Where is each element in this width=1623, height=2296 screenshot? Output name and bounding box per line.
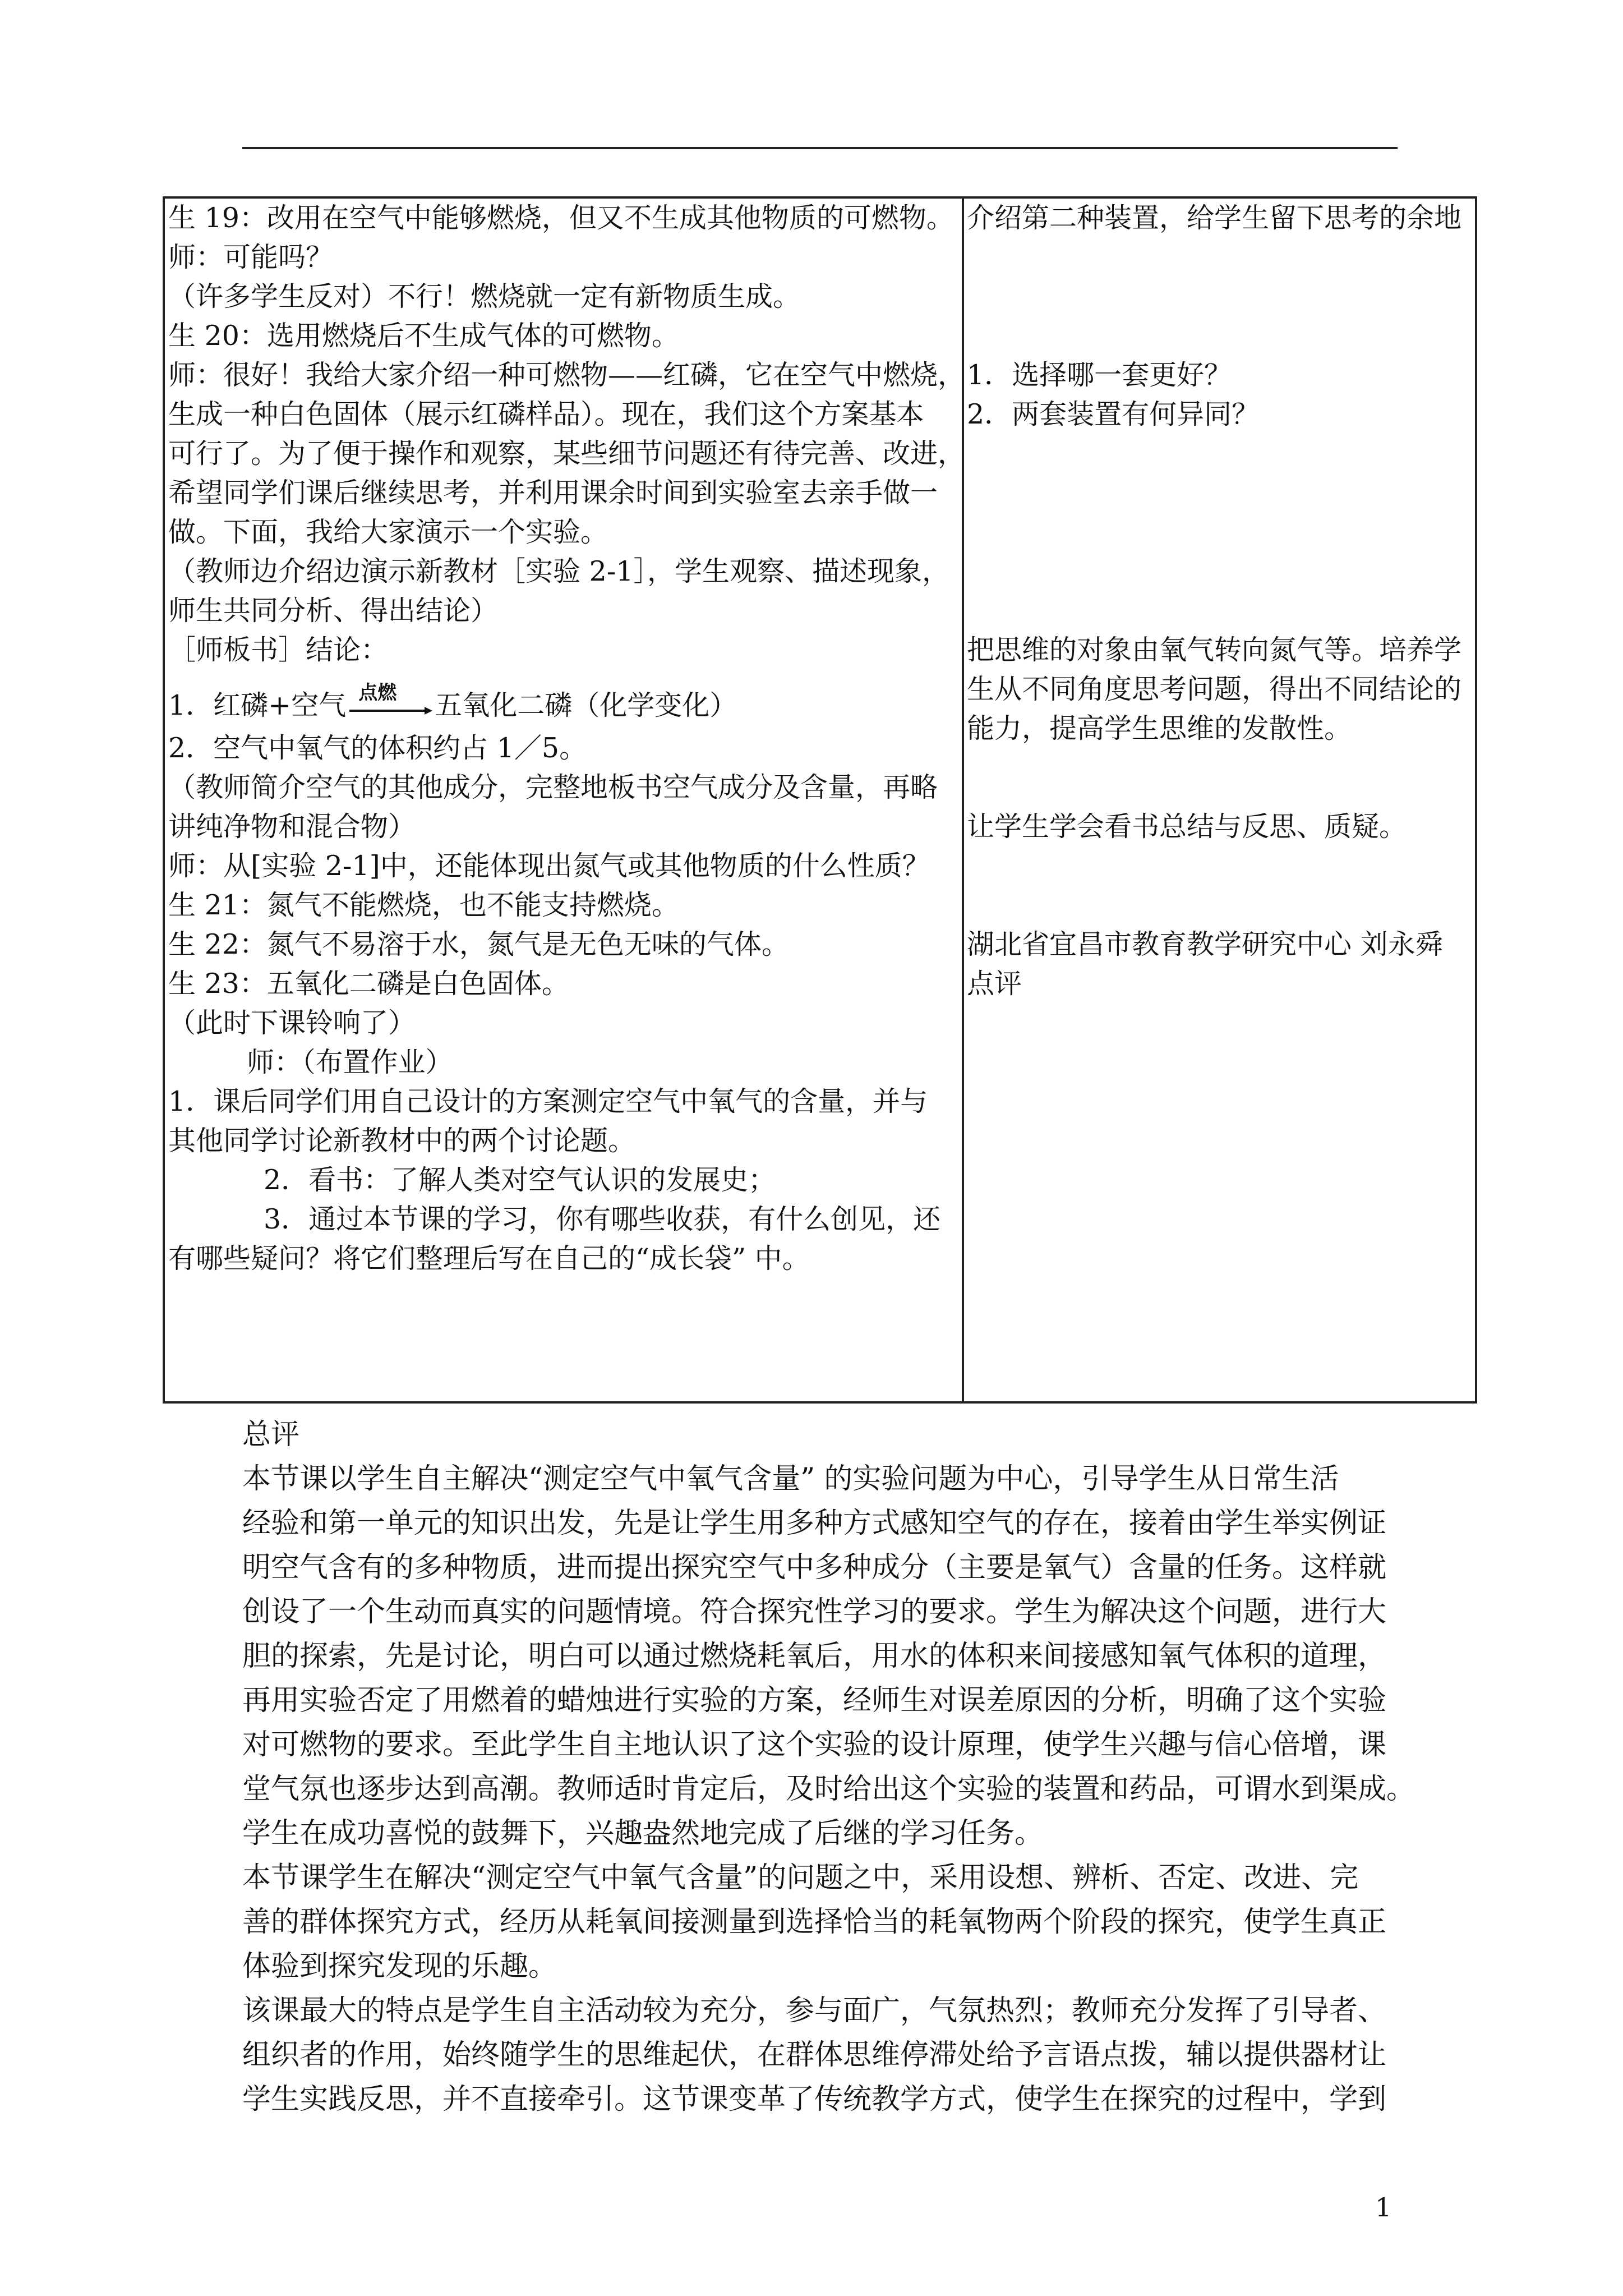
summary-line: 创设了一个生动而真实的问题情境。符合探究性学习的要求。学生为解决这个问题，进行大	[242, 1595, 1387, 1628]
commentary-note	[967, 807, 1474, 846]
dialogue-line: 师：很好！我给大家介绍一种可燃物——红磷，它在空气中燃烧，	[168, 359, 966, 391]
summary-line: 该课最大的特点是学生自主活动较为充分，参与面广，气氛热烈；教师充分发挥了引导者、	[242, 1994, 1387, 2027]
dialogue-line: 生 23：五氧化二磷是白色固体。	[168, 968, 569, 1000]
dialogue-line: 师生共同分析、得出结论）	[168, 595, 499, 627]
dialogue-line: 希望同学们课后继续思考，并利用课余时间到实验室去亲手做一	[168, 477, 938, 509]
dialogue-line: 1．课后同学们用自己设计的方案测定空气中氧气的含量，并与	[168, 1085, 928, 1117]
commentary-note	[967, 356, 1474, 434]
dialogue-line: 有哪些疑问？将它们整理后写在自己的“成长袋” 中。	[168, 1243, 810, 1274]
summary-line: 学生实践反思，并不直接牵引。这节课变革了传统教学方式，使学生在探究的过程中，学到	[242, 2083, 1387, 2116]
commentary-note	[967, 631, 1474, 748]
commentary-line: 1．选择哪一套更好？	[967, 359, 1232, 391]
arrow-icon	[348, 705, 432, 716]
dialogue-line: 其他同学讨论新教材中的两个讨论题。	[168, 1125, 636, 1157]
summary-line: 体验到探究发现的乐趣。	[242, 1950, 557, 1983]
lesson-table	[163, 196, 1477, 1404]
dialogue-line: 做。下面，我给大家演示一个实验。	[168, 516, 608, 548]
reaction-arrow	[348, 682, 432, 725]
equation-products: 五氧化二磷（化学变化）	[435, 689, 737, 721]
dialogue-line: （此时下课铃响了）	[168, 1007, 416, 1039]
page-number: 1	[1375, 2192, 1392, 2223]
summary-line: 组织者的作用，始终随学生的思维起伏，在群体思维停滞处给予言语点拨，辅以提供器材让	[242, 2039, 1387, 2072]
dialogue-line: 生成一种白色固体（展示红磷样品）。现在，我们这个方案基本	[168, 398, 924, 430]
summary-line: 对可燃物的要求。至此学生自主地认识了这个实验的设计原理，使学生兴趣与信心倍增，课	[242, 1728, 1387, 1761]
equation-reactants: 1．红磷+空气	[168, 689, 347, 721]
dialogue-line: 3．通过本节课的学习，你有哪些收获，有什么创见，还	[264, 1203, 941, 1235]
dialogue-line: （许多学生反对）不行！燃烧就一定有新物质生成。	[168, 280, 801, 312]
dialogue-line: 生 22：氮气不易溶于水，氮气是无色无味的气体。	[168, 928, 789, 960]
summary-line: 再用实验否定了用燃着的蜡烛进行实验的方案，经师生对误差原因的分析，明确了这个实验	[242, 1684, 1387, 1717]
dialogue-line: 生 20：选用燃烧后不生成气体的可燃物。	[168, 320, 679, 352]
summary-section	[242, 1412, 1415, 2122]
dialogue-line: 生 21：氮气不能燃烧，也不能支持燃烧。	[168, 889, 679, 921]
dialogue-line: 可行了。为了便于操作和观察，某些细节问题还有待完善、改进，	[168, 438, 966, 470]
dialogue-line: ［师板书］结论：	[168, 634, 389, 666]
summary-line: 学生在成功喜悦的鼓舞下，兴趣盎然地完成了后继的学习任务。	[242, 1817, 1044, 1850]
summary-line: 善的群体探究方式，经历从耗氧间接测量到选择恰当的耗氧物两个阶段的探究，使学生真正	[242, 1906, 1387, 1939]
dialogue-line: （教师边介绍边演示新教材［实验 2-1］，学生观察、描述现象，	[168, 555, 949, 587]
dialogue-column	[168, 199, 966, 1278]
summary-line: 本节课以学生自主解决“测定空气中氧气含量” 的实验问题为中心，引导学生从日常生活	[242, 1462, 1339, 1496]
reaction-equation	[168, 670, 959, 729]
commentary-note	[967, 925, 1474, 1004]
commentary-note	[967, 199, 1474, 238]
reaction-condition: 点燃	[358, 682, 397, 704]
summary-line: 经验和第一单元的知识出发，先是让学生用多种方式感知空气的存在，接着由学生举实例证	[242, 1507, 1387, 1540]
commentary-line: 点评	[967, 968, 1022, 1000]
commentary-line: 介绍第二种装置，给学生留下思考的余地	[967, 202, 1462, 234]
summary-line: 本节课学生在解决“测定空气中氧气含量”的问题之中，采用设想、辨析、否定、改进、完	[242, 1861, 1359, 1894]
summary-heading: 总评	[242, 1418, 300, 1451]
commentary-line: 湖北省宜昌市教育教学研究中心 刘永舜	[967, 928, 1443, 960]
commentary-line: 2．两套装置有何异同？	[967, 398, 1260, 430]
summary-line: 胆的探索，先是讨论，明白可以通过燃烧耗氧后，用水的体积来间接感知氧气体积的道理，	[242, 1640, 1387, 1673]
commentary-line: 生从不同角度思考问题，得出不同结论的	[967, 673, 1462, 705]
commentary-line: 让学生学会看书总结与反思、质疑。	[967, 811, 1407, 843]
dialogue-line: 师：从[实验 2-1]中，还能体现出氮气或其他物质的什么性质？	[168, 850, 930, 882]
header-rule	[242, 147, 1398, 149]
dialogue-line: 2．看书：了解人类对空气认识的发展史；	[264, 1164, 776, 1196]
dialogue-line: （教师简介空气的其他成分，完整地板书空气成分及含量，再略	[168, 771, 938, 803]
dialogue-line: 师：可能吗？	[168, 241, 334, 273]
commentary-line: 能力，提高学生思维的发散性。	[967, 712, 1352, 744]
dialogue-line: 讲纯净物和混合物）	[168, 811, 416, 843]
summary-line: 堂气氛也逐步达到高潮。教师适时肯定后，及时给出这个实验的装置和药品，可谓水到渠成。	[242, 1773, 1415, 1806]
dialogue-line: 生 19：改用在空气中能够燃烧，但又不生成其他物质的可燃物。	[168, 202, 954, 234]
dialogue-line: 师：（布置作业）	[247, 1046, 453, 1078]
commentary-line: 把思维的对象由氧气转向氮气等。培养学	[967, 634, 1462, 666]
dialogue-line: 2．空气中氧气的体积约占 1／5。	[168, 732, 587, 764]
summary-line: 明空气含有的多种物质，进而提出探究空气中多种成分（主要是氧气）含量的任务。这样就	[242, 1551, 1387, 1584]
